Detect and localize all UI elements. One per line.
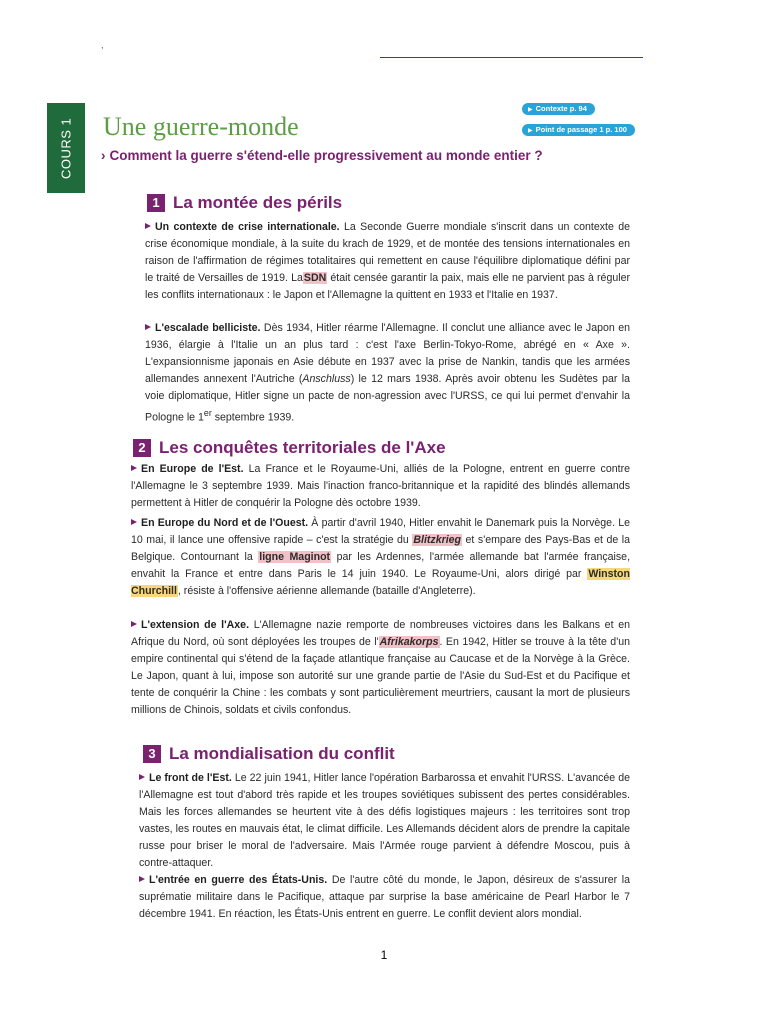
paragraph-text: . En 1942, Hitler se trouve à la tête d'un empire continental qui s'étend de la façade atlantique française au Caucase et de la Norvège à la Grèce. Le Japon, quant à lui, impose son autorité sur une grande partie de l'Asie du Sud-Est et du Pacifique et tente de conquérir la Chine : les combats y sont particulièrement meurtriers, causant la mort de plusieurs millions de Chinois, soldats et civils confondus. xyxy=(131,636,631,716)
paragraph-text: par les Ardennes, l'armée allemande bat l'armée française, envahit la France et entre dans Paris le 14 juin 1940. Le Royaume-Uni, alors dirigé par xyxy=(131,551,631,580)
section-number: 3 xyxy=(143,745,161,763)
bullet-icon xyxy=(131,621,137,627)
context-link[interactable] xyxy=(522,103,595,115)
paragraph-text: La Seconde Guerre mondiale s'inscrit dans un contexte de crise économique mondiale, à la suite du krach de 1929, et de montée des tensions internationales en raison de l'affirmation de régimes totalitaires qui remettent en cause l'équilibre diplomatique défini par le traité de Versailles de 1919. La xyxy=(145,221,630,284)
bullet-icon xyxy=(145,223,151,229)
section-number: 2 xyxy=(133,439,151,457)
paragraph-lead: En Europe de l'Est. xyxy=(141,463,244,475)
paragraph-lead: L'extension de l'Axe. xyxy=(141,619,250,631)
paragraph xyxy=(145,219,630,304)
paragraph xyxy=(131,617,630,719)
bullet-icon xyxy=(131,519,137,525)
paragraph-lead: L'escalade belliciste. xyxy=(155,322,261,334)
glossary-term[interactable]: Afrikakorps xyxy=(379,636,439,648)
paragraph-text: et s'empare des Pays-Bas et de la Belgique. Contournant la xyxy=(131,534,630,563)
paragraph xyxy=(131,515,630,600)
paragraph xyxy=(131,461,630,512)
section-title: Les conquêtes territoriales de l'Axe xyxy=(159,438,446,457)
stray-mark: , xyxy=(101,40,104,50)
paragraph-text: était censée garantir la paix, mais elle ne parvient pas à réguler les conflits internationaux : le Japon et l'Allemagne la quittent en 1933 et l'Italie en 1937. xyxy=(145,272,631,301)
paragraph xyxy=(139,770,630,872)
paragraph-text: Le 22 juin 1941, Hitler lance l'opération Barbarossa et envahit l'URSS. L'avancée de l'Allemagne est tout d'abord très rapide et les troupes soviétiques subissent des pertes considérables. Mais les forces allemandes se heurtent vite à des défis logistiques majeurs : les territoires sont trop vastes, les routes en mauvais état, le climat difficile. Les Allemands décident alors de prendre la capitale russe pour briser le moral de l'adversaire. Mais l'Armée rouge parvient à défendre Moscou, puis à contre-attaquer. xyxy=(139,772,630,869)
chevron-right-icon: › xyxy=(101,148,106,163)
glossary-term[interactable]: ligne Maginot xyxy=(259,551,331,563)
section-heading xyxy=(147,193,342,213)
course-tab-label: COURS 1 xyxy=(58,117,74,179)
bullet-icon xyxy=(139,774,145,780)
section-heading xyxy=(133,438,446,458)
passage-link[interactable] xyxy=(522,124,635,136)
passage-link-label: Point de passage 1 p. 100 xyxy=(535,125,627,134)
play-icon: ▶ xyxy=(528,107,533,113)
section-title: La mondialisation du conflit xyxy=(169,744,395,763)
glossary-term[interactable]: Blitzkrieg xyxy=(413,534,462,546)
paragraph xyxy=(145,320,630,427)
page-number: 1 xyxy=(380,948,388,962)
italic-term: Anschluss xyxy=(302,373,351,385)
section-number: 1 xyxy=(147,194,165,212)
context-link-label: Contexte p. 94 xyxy=(535,104,587,113)
section-heading xyxy=(143,744,395,764)
page-title: Une guerre-monde xyxy=(103,112,299,141)
section-title: La montée des périls xyxy=(173,193,343,212)
header-rule xyxy=(380,57,643,58)
paragraph-text: ) le 12 mars 1938. Après avoir obtenu les Sudètes par la voie diplomatique, Hitler signe un pacte de non-agression avec l'URSS, ce qui lui permet d'envahir la Pologne le 1 xyxy=(145,373,630,424)
bullet-icon xyxy=(131,465,137,471)
question-text: Comment la guerre s'étend-elle progressivement au monde entier ? xyxy=(109,148,543,163)
person-term[interactable]: Winston Churchill xyxy=(131,568,630,597)
paragraph-text: À partir d'avril 1940, Hitler envahit le Danemark puis la Norvège. Le 10 mai, il lance une offensive rapide – c'est la stratégie du xyxy=(131,517,631,546)
guiding-question xyxy=(101,148,543,163)
paragraph xyxy=(139,872,630,923)
bullet-icon xyxy=(139,876,145,882)
paragraph-text: septembre 1939. xyxy=(211,411,295,424)
paragraph-text: , résiste à l'offensive aérienne allemande (bataille d'Angleterre). xyxy=(177,585,476,597)
paragraph-lead: L'entrée en guerre des États-Unis. xyxy=(149,874,328,886)
superscript: er xyxy=(203,408,212,418)
paragraph-lead: Le front de l'Est. xyxy=(149,772,232,784)
paragraph-text: Dès 1934, Hitler réarme l'Allemagne. Il conclut une alliance avec le Japon en 1936, élargie à l'Italie un an plus tard : c'est l'axe Berlin-Tokyo-Rome, abrégé en « Axe ». L'expansionnisme japonais en Asie débute en 1937 avec la prise de Nankin, tandis que les armées allemandes annexent l'Autriche ( xyxy=(145,322,630,385)
glossary-term[interactable]: SDN xyxy=(303,272,327,284)
paragraph-lead: Un contexte de crise internationale. xyxy=(155,221,340,233)
paragraph-text: L'Allemagne nazie remporte de nombreuses victoires dans les Balkans et en Afrique du Nord, où sont déployées les troupes de l' xyxy=(131,619,630,648)
bullet-icon xyxy=(145,324,151,330)
paragraph-text: De l'autre côté du monde, le Japon, désireux de s'assurer la suprématie militaire dans le Pacifique, attaque par surprise la base américaine de Pearl Harbor le 7 décembre 1941. En réaction, les États-Unis entrent en guerre. Le conflit devient alors mondial. xyxy=(139,874,631,920)
paragraph-text: La France et le Royaume-Uni, alliés de la Pologne, entrent en guerre contre l'Allemagne le 3 septembre 1939. Mais l'inaction franco-britannique et la rapidité des blindés allemands permettent à Hitler de conquérir la Pologne dès octobre 1939. xyxy=(131,463,630,509)
paragraph-lead: En Europe du Nord et de l'Ouest. xyxy=(141,517,309,529)
play-icon: ▶ xyxy=(528,128,533,134)
